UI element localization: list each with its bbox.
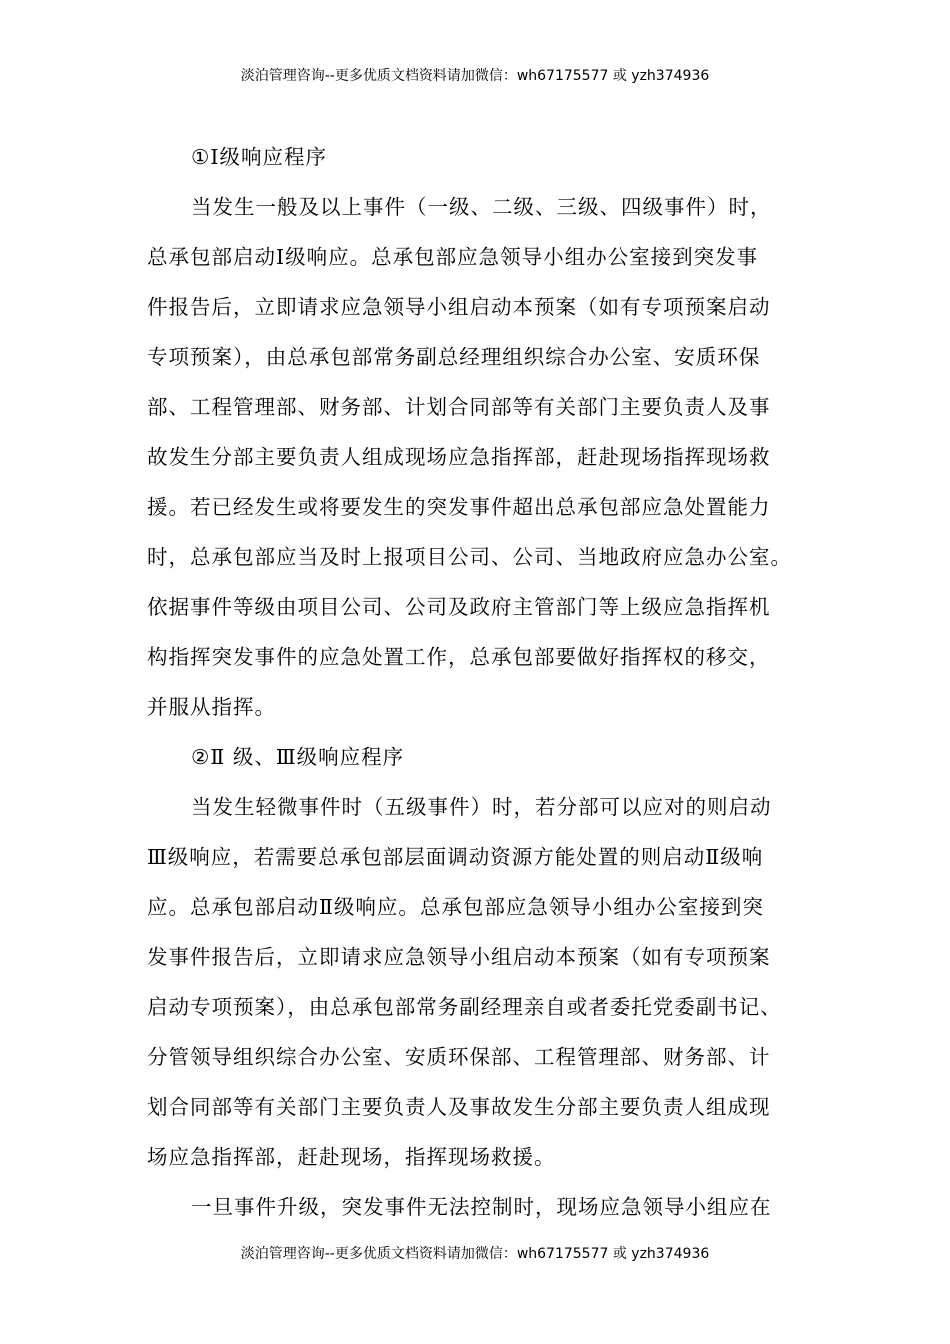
paragraph-line: 发事件报告后，立即请求应急领导小组启动本预案（如有专项预案 bbox=[147, 945, 771, 969]
paragraph-line: 总承包部启动Ⅰ级响应。总承包部应急领导小组办公室接到突发事 bbox=[147, 245, 759, 269]
paragraph-line: 分管领导组织综合办公室、安质环保部、工程管理部、财务部、计 bbox=[147, 1045, 771, 1069]
section-heading-level-1: ①Ⅰ级响应程序 bbox=[191, 145, 327, 169]
paragraph-line: 启动专项预案），由总承包部常务副经理亲自或者委托党委副书记、 bbox=[147, 995, 782, 1019]
paragraph-line: 场应急指挥部，赶赴现场，指挥现场救援。 bbox=[147, 1145, 556, 1169]
paragraph-line: 应。总承包部启动Ⅱ级响应。总承包部应急领导小组办公室接到突 bbox=[147, 895, 764, 919]
paragraph-line: 划合同部等有关部门主要负责人及事故发生分部主要负责人组成现 bbox=[147, 1095, 771, 1119]
paragraph-line: 专项预案），由总承包部常务副总经理组织综合办公室、安质环保 bbox=[147, 345, 761, 369]
paragraph-line: 部、工程管理部、财务部、计划合同部等有关部门主要负责人及事 bbox=[147, 395, 771, 419]
page-footer: 淡泊管理咨询--更多优质文档资料请加微信：wh67175577 或 yzh374936 bbox=[240, 1246, 710, 1262]
paragraph-line: 件报告后，立即请求应急领导小组启动本预案（如有专项预案启动 bbox=[147, 295, 771, 319]
page-header: 淡泊管理咨询--更多优质文档资料请加微信：wh67175577 或 yzh374936 bbox=[240, 68, 710, 84]
paragraph-line: 当发生轻微事件时（五级事件）时，若分部可以应对的则启动 bbox=[191, 795, 772, 819]
paragraph-line: 构指挥突发事件的应急处置工作，总承包部要做好指挥权的移交， bbox=[147, 645, 771, 669]
paragraph-line: 依据事件等级由项目公司、公司及政府主管部门等上级应急指挥机 bbox=[147, 595, 771, 619]
paragraph-line: Ⅲ级响应，若需要总承包部层面调动资源方能处置的则启动Ⅱ级响 bbox=[147, 845, 764, 869]
document-body bbox=[147, 132, 807, 1232]
paragraph-line: 时，总承包部应当及时上报项目公司、公司、当地政府应急办公室。 bbox=[147, 545, 792, 569]
paragraph-line: 一旦事件升级，突发事件无法控制时，现场应急领导小组应在 bbox=[191, 1195, 772, 1219]
paragraph-line: 援。若已经发生或将要发生的突发事件超出总承包部应急处置能力 bbox=[147, 495, 771, 519]
paragraph-line: 当发生一般及以上事件（一级、二级、三级、四级事件）时， bbox=[191, 195, 772, 219]
paragraph-line: 故发生分部主要负责人组成现场应急指挥部，赶赴现场指挥现场救 bbox=[147, 445, 771, 469]
paragraph-line: 并服从指挥。 bbox=[147, 695, 276, 719]
section-heading-level-2-3: ②Ⅱ 级、Ⅲ级响应程序 bbox=[191, 745, 405, 769]
